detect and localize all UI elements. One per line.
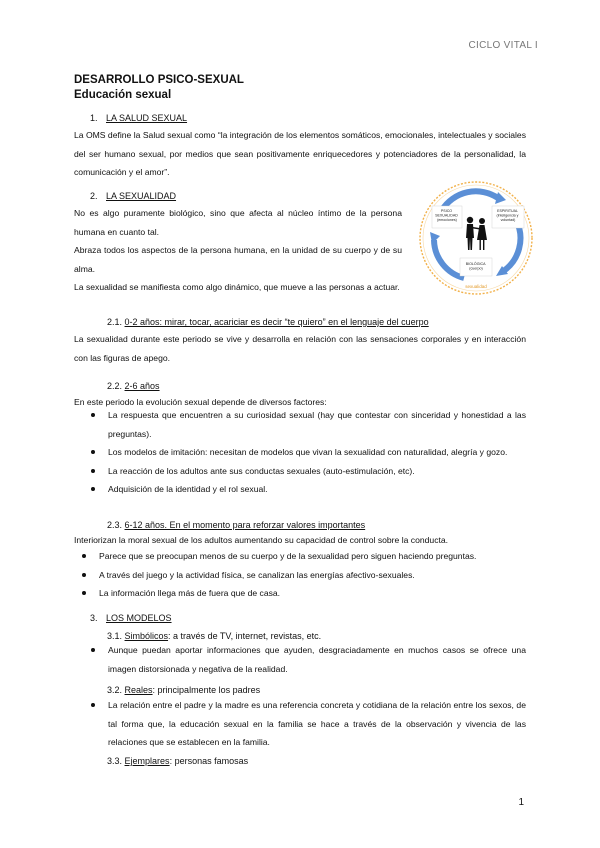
subsection-2-6-intro: En este periodo la evolución sexual depende de diversos factores: — [74, 397, 327, 407]
diagram-caption: sexualidad — [465, 284, 487, 289]
subsection-heading-0-2: 2.1. 0-2 años: mirar, tocar, acariciar es decir “te quiero” en el lenguaje del cuerpo — [107, 317, 429, 327]
list-item: La reacción de los adultos ante sus conductas sexuales (auto-estimulación, etc). — [86, 462, 526, 481]
subsection-0-2-text: La sexualidad durante este periodo se vive y desarrolla en relación con las sensaciones corporales y en interacción con las figuras de apego. — [74, 334, 526, 363]
list-item: Aunque puedan aportar informaciones que ayuden, desgraciadamente en muchos casos se ofrece una imagen distorsionada y negativa de la realidad. — [86, 641, 526, 678]
section-heading-modelos: 3. LOS MODELOS — [90, 613, 172, 623]
list-item: Parece que se preocupan menos de su cuerpo y de la sexualidad pero siguen haciendo preguntas. — [77, 547, 526, 566]
page-number: 1 — [518, 797, 524, 808]
simbolicos-list — [86, 641, 526, 678]
subsection-2-6-list — [86, 406, 526, 499]
subsection-heading-ejemplares: 3.3. Ejemplares: personas famosas — [107, 756, 249, 766]
diagram-left-label-l3: (emociones) — [437, 218, 457, 222]
reales-list — [86, 696, 526, 752]
section-heading-sexualidad: 2. LA SEXUALIDAD — [90, 191, 177, 201]
running-header: CICLO VITAL I — [468, 40, 538, 51]
diagram-right-label-l3: voluntad) — [500, 218, 516, 222]
section-salud-sexual-text: La OMS define la Salud sexual como “la integración de los elementos somáticos, emocionales, intelectuales y sociales del ser humano sexual, por medios que sean positivamente enriquecedores y potenciadores de la personalidad, la comunicación y el amor”. — [74, 130, 526, 177]
diagram-bottom-label-l2: (cuerpo) — [469, 266, 483, 271]
document-title: DESARROLLO PSICO-SEXUAL — [74, 74, 244, 86]
subsection-heading-2-6: 2.2. 2-6 años — [107, 381, 160, 391]
subsection-6-12-list — [77, 547, 526, 603]
subsection-heading-simbolicos: 3.1. Simbólicos: a través de TV, internet, revistas, etc. — [107, 631, 322, 641]
list-item: Adquisición de la identidad y el rol sexual. — [86, 480, 526, 499]
list-item: La información llega más de fuera que de casa. — [77, 584, 526, 603]
list-item: A través del juego y la actividad física, se canalizan las energías afectivo-sexuales. — [77, 566, 526, 585]
list-item: La relación entre el padre y la madre es una referencia concreta y cotidiana de la relación entre los sexos, de tal forma que, la educación sexual en la familia se hace a través de la observación y vivencia de las relaciones que se establecen en la familia. — [86, 696, 526, 752]
list-item: La respuesta que encuentren a su curiosidad sexual (hay que contestar con sinceridad y honestidad a las preguntas). — [86, 406, 526, 443]
subsection-6-12-intro: Interiorizan la moral sexual de los adultos aumentando su capacidad de control sobre la conducta. — [74, 535, 449, 545]
diagram-left-label-l2: SEXUALIDAD — [435, 213, 458, 218]
subsection-heading-6-12: 2.3. 6-12 años. En el momento para reforzar valores importantes — [107, 520, 366, 530]
diagram-bottom-label-l1: BIOLÓGICA — [465, 262, 486, 266]
document-subtitle: Educación sexual — [74, 89, 172, 101]
list-item: Los modelos de imitación: necesitan de modelos que vivan la sexualidad con naturalidad, alegría y gozo. — [86, 443, 526, 462]
section-sexualidad-text: No es algo puramente biológico, sino que afecta al núcleo íntimo de la persona humana en cuanto tal. Abraza todos los aspectos de la persona humana, en la unidad de su cuerpo y de su alma. La sexualidad se manifiesta como algo dinámico, que mueve a las personas a actuar. — [74, 208, 402, 292]
diagram-left-label-l1: PSICO — [440, 209, 453, 213]
subsection-heading-reales: 3.2. Reales: principalmente los padres — [107, 685, 261, 695]
section-heading-salud-sexual: 1. LA SALUD SEXUAL — [90, 113, 188, 123]
diagram-right-label-l2: (inteligencia y — [496, 213, 519, 218]
sexuality-dimensions-diagram — [418, 180, 534, 296]
diagram-right-label-l1: ESPIRITUAL — [497, 209, 518, 213]
